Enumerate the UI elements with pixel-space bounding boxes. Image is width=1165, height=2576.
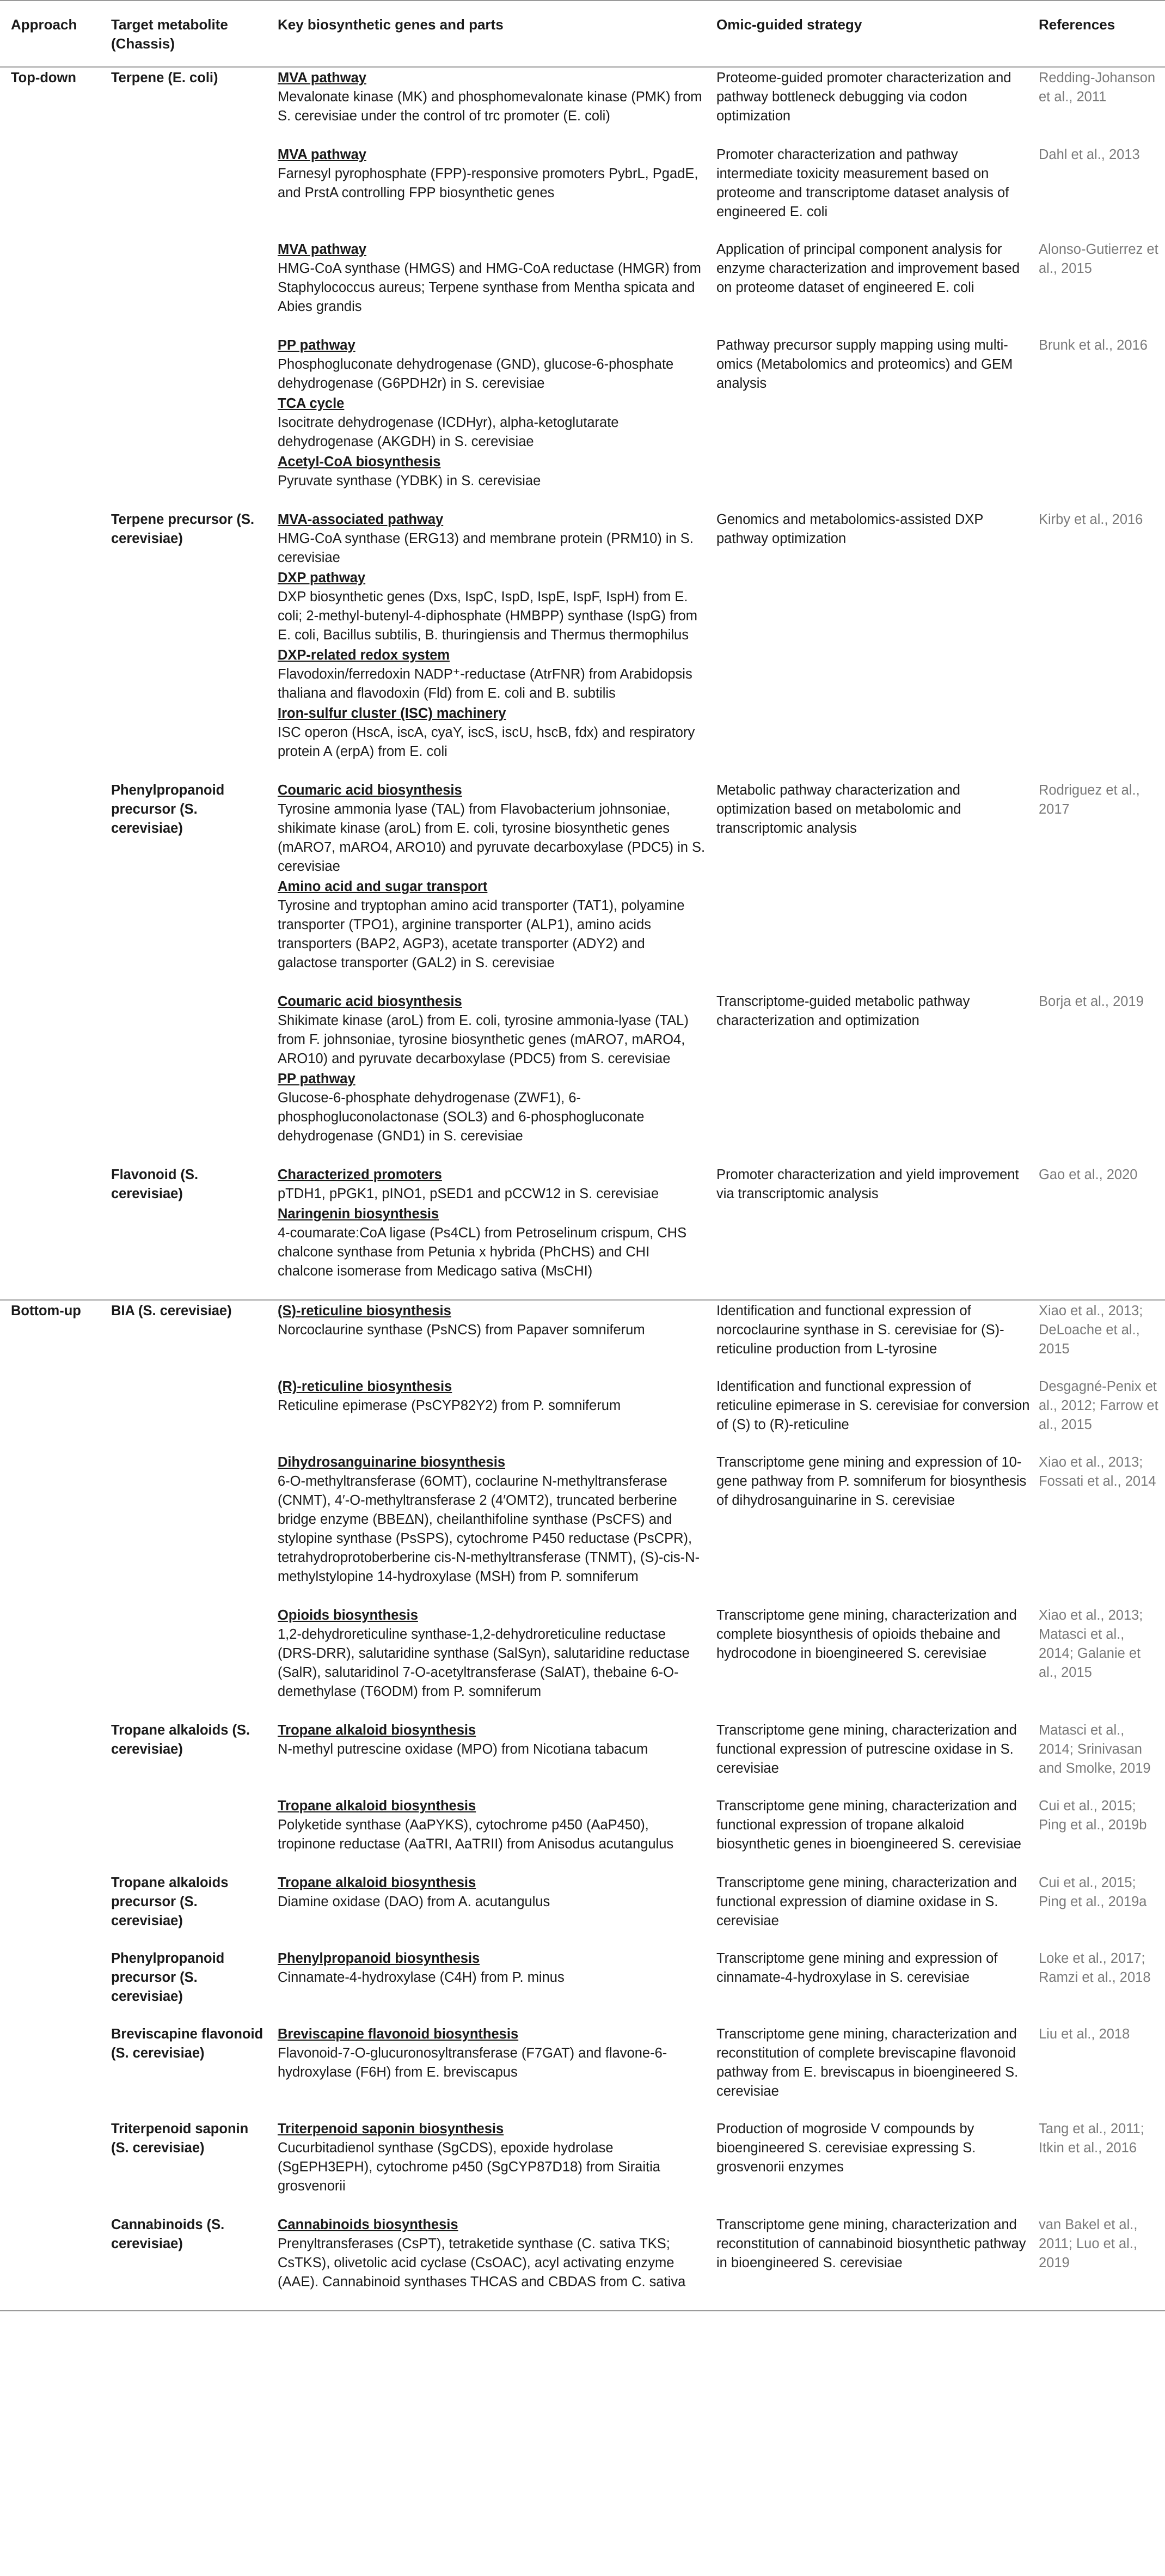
biosynthetic-parts-cell [273,2119,712,2214]
part-group-title: Naringenin biosynthesis [278,1206,439,1222]
approach-cell [0,2119,107,2214]
biosynthetic-parts-cell [273,2214,712,2311]
omic-strategy-cell: Proteome-guided promoter characterization and pathway bottleneck debugging via codon optimization [716,70,1011,124]
biosynthetic-parts-cell [273,1720,712,1796]
biosynthetic-parts-cell [273,239,712,335]
part-group-title: Iron-sulfur cluster (ISC) machinery [278,706,506,721]
omic-strategy-cell: Application of principal component analysis for enzyme characterization and improvement based on proteome dataset of engineered E. coli [716,242,1020,295]
omic-strategy-cell: Genomics and metabolomics-assisted DXP pathway optimization [716,512,983,546]
approach-cell [0,1164,107,1300]
header-target: Target metabolite (Chassis) [107,1,273,67]
references-cell: Cui et al., 2015; Ping et al., 2019b [1039,1798,1147,1833]
table-row [0,335,1165,509]
part-group-description: Polyketide synthase (AaPYKS), cytochrome p450 (AaP450), tropinone reductase (AaTRI, AaTRII) from Anisodus acutangulus [278,1817,674,1852]
references-cell: Redding-Johanson et al., 2011 [1039,70,1156,105]
part-group-description: ISC operon (HscA, iscA, cyaY, iscS, iscU, hscB, fdx) and respiratory protein A (erpA) from E. coli [278,725,695,759]
table-row [0,1452,1165,1605]
target-metabolite-cell: Cannabinoids (S. cerevisiae) [107,2214,273,2311]
approach-cell [0,1720,107,1796]
approach-cell [0,991,107,1164]
part-group-description: Tyrosine ammonia lyase (TAL) from Flavobacterium johnsoniae, shikimate kinase (aroL) from E. coli, tyrosine biosynthetic genes (mARO7, mARO4, ARO10) and pyruvate decarboxylase (PDC5) in S. cerevisiae [278,802,706,874]
references-cell: Matasci et al., 2014; Srinivasan and Smolke, 2019 [1039,1723,1151,1776]
biosynthetic-parts-cell [273,991,712,1164]
part-group-title: Phenylpropanoid biosynthesis [278,1951,480,1966]
part-group-title: TCA cycle [278,396,345,411]
biosynthetic-parts-cell [273,1605,712,1720]
target-metabolite-cell: Flavonoid (S. cerevisiae) [111,1167,199,1201]
omic-strategy-cell: Promoter characterization and pathway intermediate toxicity measurement based on proteome and transcriptome dataset analysis of engineered E. coli [716,147,1009,219]
header-references: References [1034,1,1165,67]
references-cell: Dahl et al., 2013 [1039,147,1140,162]
omic-strategy-cell: Transcriptome gene mining, characterization and reconstitution of cannabinoid biosynthetic pathway in bioengineered S. cerevisiae [712,2214,1034,2311]
omic-strategy-cell: Transcriptome gene mining and expression of 10-gene pathway from P. somniferum for biosynthesis of dihydrosanguinarine in S. cerevisiae [716,1455,1027,1508]
target-metabolite-cell [107,335,273,509]
approach-cell [0,1605,107,1720]
part-group-title: MVA-associated pathway [278,512,444,527]
part-group-description: Glucose-6-phosphate dehydrogenase (ZWF1), 6-phosphogluconolactonase (SOL3) and 6-phosphogluconate dehydrogenase (GND1) in S. cerevisiae [278,1090,645,1144]
part-group-title: Opioids biosynthesis [278,1608,418,1623]
table-row [0,2119,1165,2214]
biosynthetic-parts-cell [273,1872,712,1948]
table-row [0,1948,1165,2024]
approach-cell [0,1796,107,1872]
target-metabolite-cell: Triterpenoid saponin (S. cerevisiae) [111,2121,249,2156]
biosynthetic-parts-cell [273,1948,712,2024]
table-header-row [0,1,1165,67]
references-cell: Desgagné-Penix et al., 2012; Farrow et al., 2015 [1039,1379,1158,1432]
references-cell: Gao et al., 2020 [1039,1167,1138,1182]
biosynthetic-parts-cell [273,144,712,239]
header-approach: Approach [0,1,107,67]
table-row [0,67,1165,144]
part-group-title: Dihydrosanguinarine biosynthesis [278,1455,505,1470]
part-group-description: Flavodoxin/ferredoxin NADP⁺-reductase (AtrFNR) from Arabidopsis thaliana and flavodoxin (Fld) from E. coli and B. subtilis [278,667,692,701]
part-group-title: MVA pathway [278,70,366,86]
biosynthetic-parts-cell [273,335,712,509]
part-group-description: Shikimate kinase (aroL) from E. coli, tyrosine ammonia-lyase (TAL) from F. johnsoniae, tyrosine biosynthetic genes (mARO7, mARO4, ARO10) and pyruvate decarboxylase (PDC5) from S. cerevisiae [278,1013,689,1066]
part-group-description: HMG-CoA synthase (ERG13) and membrane protein (PRM10) in S. cerevisiae [278,531,694,565]
omic-strategy-cell: Metabolic pathway characterization and optimization based on metabolomic and transcriptomic analysis [716,783,961,836]
approach-cell: Bottom-up [0,1300,107,1376]
table-row [0,1164,1165,1300]
part-group-description: Tyrosine and tryptophan amino acid transporter (TAT1), polyamine transporter (TPO1), arginine transporter (ALP1), amino acids transporters (BAP2, AGP3), acetate transporter (ADY2) and galactose transporter (GAL2) in S. cerevisiae [278,898,685,970]
part-group-description: Diamine oxidase (DAO) from A. acutangulus [278,1894,550,1909]
omic-strategy-cell: Identification and functional expression of norcoclaurine synthase in S. cerevisiae for (S)-reticuline production from L-tyrosine [712,1300,1034,1376]
table-row [0,509,1165,780]
part-group-title: Tropane alkaloid biosynthesis [278,1798,476,1814]
target-metabolite-cell [107,1452,273,1605]
references-cell: Rodriguez et al., 2017 [1039,783,1140,817]
target-metabolite-cell: Terpene (E. coli) [111,70,218,86]
references-cell: Liu et al., 2018 [1039,2026,1130,2042]
approach-cell [0,509,107,780]
part-group-title: Coumaric acid biosynthesis [278,783,462,798]
part-group-title: PP pathway [278,1071,355,1086]
part-group-description: 6-O-methyltransferase (6OMT), coclaurine N-methyltransferase (CNMT), 4′-O-methyltransferase 2 (4′OMT2), truncated berberine bridge enzyme (BBEΔN), cheilanthifoline synthase (PsCFS) and stylopine synthase (PsSPS), cytochrome P450 reductase (PsCPR), tetrahydroprotoberberine cis-N-methyltransferase (TNMT), (S)-cis-N-methylstylopine 14-hydroxylase (MSH) from P. somniferum [278,1474,700,1584]
approach-cell [0,144,107,239]
part-group-description: Isocitrate dehydrogenase (ICDHyr), alpha-ketoglutarate dehydrogenase (AKGDH) in S. cerevisiae [278,415,619,449]
biosynthetic-parts-cell [273,509,712,780]
omic-strategy-cell: Transcriptome gene mining, characterization and functional expression of putrescine oxidase in S. cerevisiae [716,1723,1017,1776]
part-group-title: MVA pathway [278,242,366,257]
part-group-title: Amino acid and sugar transport [278,879,488,894]
references-cell: van Bakel et al., 2011; Luo et al., 2019 [1034,2214,1165,2311]
approach-cell [0,1376,107,1452]
omic-strategy-cell: Promoter characterization and yield improvement via transcriptomic analysis [716,1167,1019,1201]
omic-strategy-cell: Transcriptome gene mining, characterization and complete biosynthesis of opioids thebaine and hydrocodone in bioengineered S. cerevisiae [716,1608,1017,1661]
part-group-title: Coumaric acid biosynthesis [278,994,462,1009]
part-group-description: DXP biosynthetic genes (Dxs, IspC, IspD, IspE, IspF, IspH) from E. coli; 2-methyl-butenyl-4-diphosphate (HMBPP) synthase (IspG) from E. coli, Bacillus subtilis, B. thuringiensis and Thermus thermophilus [278,589,697,643]
table-row [0,1796,1165,1872]
table-row [0,2214,1165,2311]
target-metabolite-cell: Breviscapine flavonoid (S. cerevisiae) [111,2026,263,2061]
part-group-description: Prenyltransferases (CsPT), tetraketide synthase (C. sativa TKS; CsTKS), olivetolic acid cyclase (CsOAC), acyl activating enzyme (AAE). Cannabinoid synthases THCAS and CBDAS from C. sativa [278,2236,686,2290]
target-metabolite-cell [107,1796,273,1872]
part-group-title: DXP-related redox system [278,648,450,663]
table-row [0,991,1165,1164]
target-metabolite-cell: BIA (S. cerevisiae) [107,1300,273,1376]
table-row [0,780,1165,991]
part-group-description: Cucurbitadienol synthase (SgCDS), epoxide hydrolase (SgEPH3EPH), cytochrome p450 (SgCYP87D18) from Siraitia grosvenorii [278,2140,660,2194]
table-row [0,239,1165,335]
approach-cell [0,780,107,991]
table-row [0,1605,1165,1720]
approach-cell [0,239,107,335]
target-metabolite-cell: Phenylpropanoid precursor (S. cerevisiae) [111,783,225,836]
part-group-title: Acetyl-CoA biosynthesis [278,454,441,469]
biosynthetic-parts-cell [273,1300,712,1376]
part-group-title: Characterized promoters [278,1167,442,1182]
table-row [0,1872,1165,1948]
part-group-title: Triterpenoid saponin biosynthesis [278,2121,504,2137]
table-row [0,1376,1165,1452]
omic-strategy-cell: Transcriptome gene mining, characterization and functional expression of tropane alkaloid biosynthetic genes in bioengineered S. cerevisiae [716,1798,1021,1852]
references-cell: Cui et al., 2015; Ping et al., 2019a [1039,1875,1147,1909]
omic-strategy-cell: Transcriptome gene mining and expression of cinnamate-4-hydroxylase in S. cerevisiae [716,1951,998,1985]
part-group-title: Tropane alkaloid biosynthesis [278,1875,476,1890]
biosynthetic-parts-cell [273,67,712,144]
part-group-title: (S)-reticuline biosynthesis [278,1303,451,1318]
references-cell: Brunk et al., 2016 [1039,338,1148,353]
references-cell: Tang et al., 2011; Itkin et al., 2016 [1039,2121,1144,2156]
part-group-description: 4-coumarate:CoA ligase (Ps4CL) from Petroselinum crispum, CHS chalcone synthase from Petunia x hybrida (PhCHS) and CHI chalcone isomerase from Medicago sativa (MsCHI) [278,1225,687,1279]
part-group-description: Norcoclaurine synthase (PsNCS) from Papaver somniferum [278,1322,645,1338]
approach-cell [0,2024,107,2119]
biosynthetic-parts-cell [273,1796,712,1872]
omic-strategy-cell: Production of mogroside V compounds by bioengineered S. cerevisiae expressing S. grosvenorii enzymes [716,2121,976,2175]
table-row [0,2024,1165,2119]
part-group-description: Mevalonate kinase (MK) and phosphomevalonate kinase (PMK) from S. cerevisiae under the control of trc promoter (E. coli) [278,89,702,124]
omic-strategy-cell: Pathway precursor supply mapping using multi-omics (Metabolomics and proteomics) and GEM analysis [716,338,1013,391]
approach-cell [0,335,107,509]
references-cell: Xiao et al., 2013; Matasci et al., 2014; Galanie et al., 2015 [1039,1608,1143,1680]
references-cell: Kirby et al., 2016 [1039,512,1143,527]
part-group-description: HMG-CoA synthase (HMGS) and HMG-CoA reductase (HMGR) from Staphylococcus aureus; Terpene synthase from Mentha spicata and Abies grandis [278,261,701,314]
table-row [0,144,1165,239]
biosynthetic-parts-cell [273,1164,712,1300]
biosynthetic-parts-cell [273,780,712,991]
omic-strategy-cell: Transcriptome gene mining, characterization and reconstitution of complete breviscapine flavonoid pathway from E. breviscapus in bioengineered S. cerevisiae [716,2026,1019,2099]
omic-strategy-cell: Transcriptome gene mining, characterization and functional expression of diamine oxidase in S. cerevisiae [716,1875,1017,1928]
table-row [0,1300,1165,1376]
part-group-description: Cinnamate-4-hydroxylase (C4H) from P. minus [278,1970,565,1985]
part-group-description: Pyruvate synthase (YDBK) in S. cerevisiae [278,473,541,489]
part-group-title: Breviscapine flavonoid biosynthesis [278,2026,519,2042]
references-cell: Alonso-Gutierrez et al., 2015 [1039,242,1158,276]
biosynthetic-parts-cell [273,2024,712,2119]
approach-cell: Top-down [11,70,76,86]
part-group-description: Reticuline epimerase (PsCYP82Y2) from P. somniferum [278,1398,621,1413]
references-cell: Borja et al., 2019 [1039,994,1144,1009]
part-group-title: Tropane alkaloid biosynthesis [278,1723,476,1738]
approach-cell [0,2214,107,2311]
part-group-description: Phosphogluconate dehydrogenase (GND), glucose-6-phosphate dehydrogenase (G6PDH2r) in S. cerevisiae [278,357,674,391]
approach-cell [0,1948,107,2024]
references-cell: Xiao et al., 2013; DeLoache et al., 2015 [1034,1300,1165,1376]
approach-cell [0,1452,107,1605]
references-cell: Loke et al., 2017; Ramzi et al., 2018 [1039,1951,1151,1985]
part-group-description: N-methyl putrescine oxidase (MPO) from Nicotiana tabacum [278,1742,648,1757]
target-metabolite-cell: Tropane alkaloids precursor (S. cerevisiae) [111,1875,229,1928]
part-group-description: 1,2-dehydroreticuline synthase-1,2-dehydroreticuline reductase (DRS-DRR), salutaridine synthase (SalSyn), salutaridine reductase (SalR), salutaridinol 7-O-acetyltransferase (SalAT), thebaine 6-O-demethylase (T6ODM) from P. somniferum [278,1627,690,1699]
biosynthetic-parts-cell [273,1376,712,1452]
target-metabolite-cell: Terpene precursor (S. cerevisiae) [111,512,255,546]
part-group-title: DXP pathway [278,570,366,585]
part-group-description: Farnesyl pyrophosphate (FPP)-responsive promoters PybrL, PgadE, and PrstA controlling FPP biosynthetic genes [278,166,698,200]
part-group-title: PP pathway [278,338,355,353]
target-metabolite-cell: Tropane alkaloids (S. cerevisiae) [111,1723,250,1757]
part-group-title: Cannabinoids biosynthesis [278,2217,458,2232]
table-body [0,67,1165,2311]
target-metabolite-cell [107,144,273,239]
header-strategy: Omic-guided strategy [712,1,1034,67]
omic-strategy-cell: Identification and functional expression of reticuline epimerase in S. cerevisiae for conversion of (S) to (R)-reticuline [716,1379,1030,1432]
header-genes: Key biosynthetic genes and parts [273,1,712,67]
target-metabolite-cell [107,239,273,335]
references-cell: Xiao et al., 2013; Fossati et al., 2014 [1039,1455,1156,1489]
biosynthetic-parts-cell [273,1452,712,1605]
approach-cell [0,1872,107,1948]
part-group-title: (R)-reticuline biosynthesis [278,1379,452,1394]
target-metabolite-cell: Phenylpropanoid precursor (S. cerevisiae) [111,1951,225,2004]
target-metabolite-cell [107,991,273,1164]
part-group-title: MVA pathway [278,147,366,162]
table-row [0,1720,1165,1796]
omic-strategy-cell: Transcriptome-guided metabolic pathway characterization and optimization [716,994,970,1028]
part-group-description: Flavonoid-7-O-glucuronosyltransferase (F7GAT) and flavone-6-hydroxylase (F6H) from E. breviscapus [278,2046,667,2080]
target-metabolite-cell [107,1605,273,1720]
target-metabolite-cell [107,1376,273,1452]
part-group-description: pTDH1, pPGK1, pINO1, pSED1 and pCCW12 in S. cerevisiae [278,1186,659,1201]
